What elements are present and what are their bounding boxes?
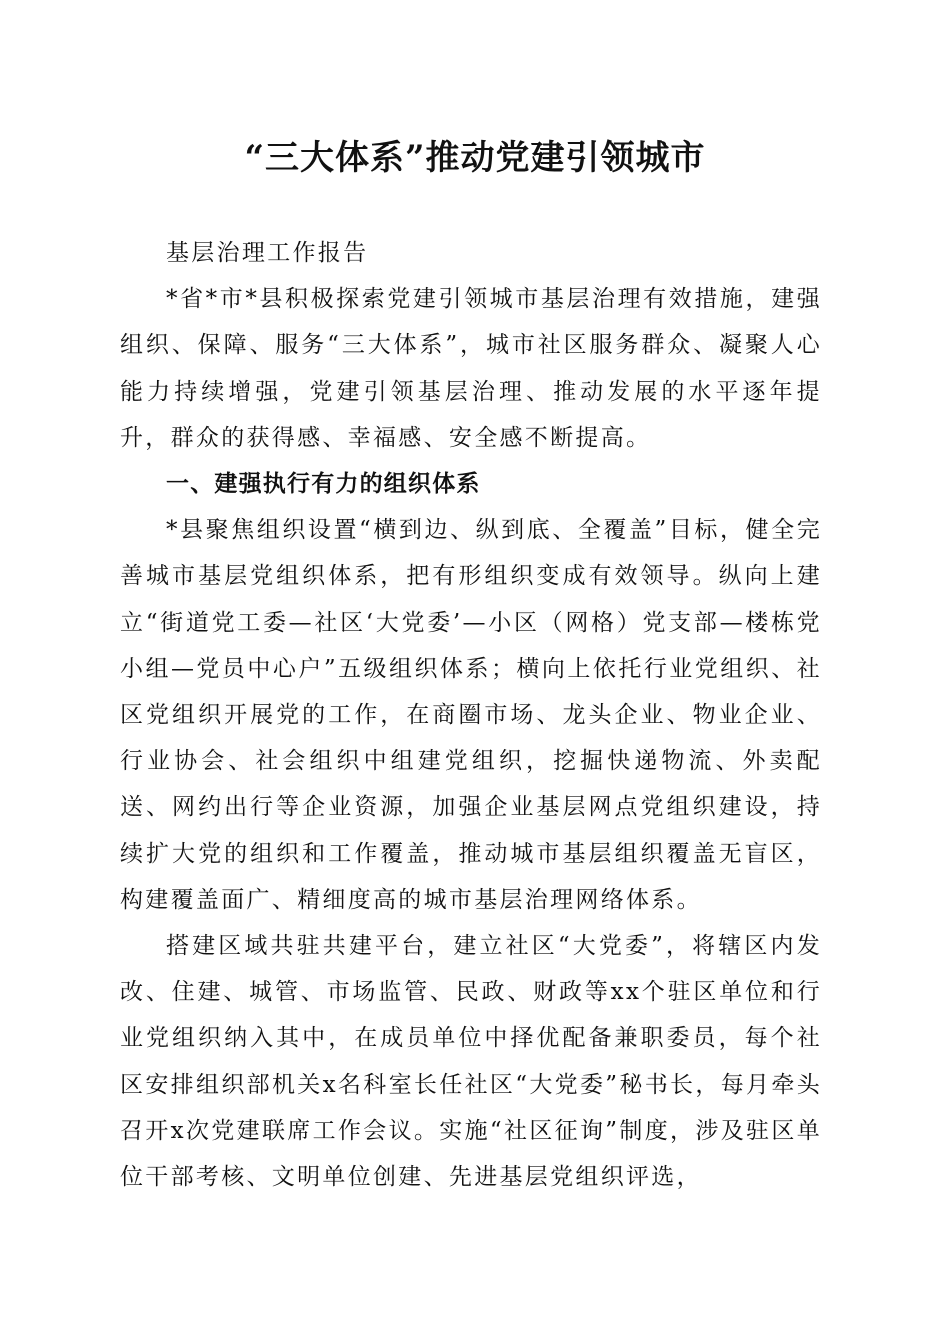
body-paragraph: *县聚焦组织设置“横到边、纵到底、全覆盖”目标，健全完善城市基层党组织体系，把有形组织变成有效领导。纵向上建立“街道党工委—社区‘大党委’—小区（网格）党支部—楼栋党小组—党员中心户”五级组织体系；横向上依托行业党组织、社区党组织开展党的工作，在商圈市场、龙头企业、物业企业、行业协会、社会组织中组建党组织，挖掘快递物流、外卖配送、网约出行等企业资源，加强企业基层网点党组织建设，持续扩大党的组织和工作覆盖，推动城市基层组织覆盖无盲区，构建覆盖面广、精细度高的城市基层治理网络体系。 (120, 517, 822, 913)
document-subtitle: 基层治理工作报告 (166, 240, 369, 266)
intro-paragraph: *省*市*县积极探索党建引领城市基层治理有效措施，建强组织、保障、服务“三大体系”，城市社区服务群众、凝聚人心能力持续增强，党建引领基层治理、推动发展的水平逐年提升，群众的获得感、幸福感、安全感不断提高。 (120, 286, 822, 451)
document-title: “三大体系”推动党建引领城市 (244, 138, 706, 178)
body-paragraph: 搭建区域共驻共建平台，建立社区“大党委”，将辖区内发改、住建、城管、市场监管、民政、财政等xx个驻区单位和行业党组织纳入其中，在成员单位中择优配备兼职委员，每个社区安排组织部机关x名科室长任社区“大党委”秘书长，每月牵头召开x次党建联席工作会议。实施“社区征询”制度，涉及驻区单位干部考核、文明单位创建、先进基层党组织评选， (120, 933, 822, 1191)
section-heading: 一、建强执行有力的组织体系 (166, 471, 481, 498)
document-body (120, 230, 822, 1200)
